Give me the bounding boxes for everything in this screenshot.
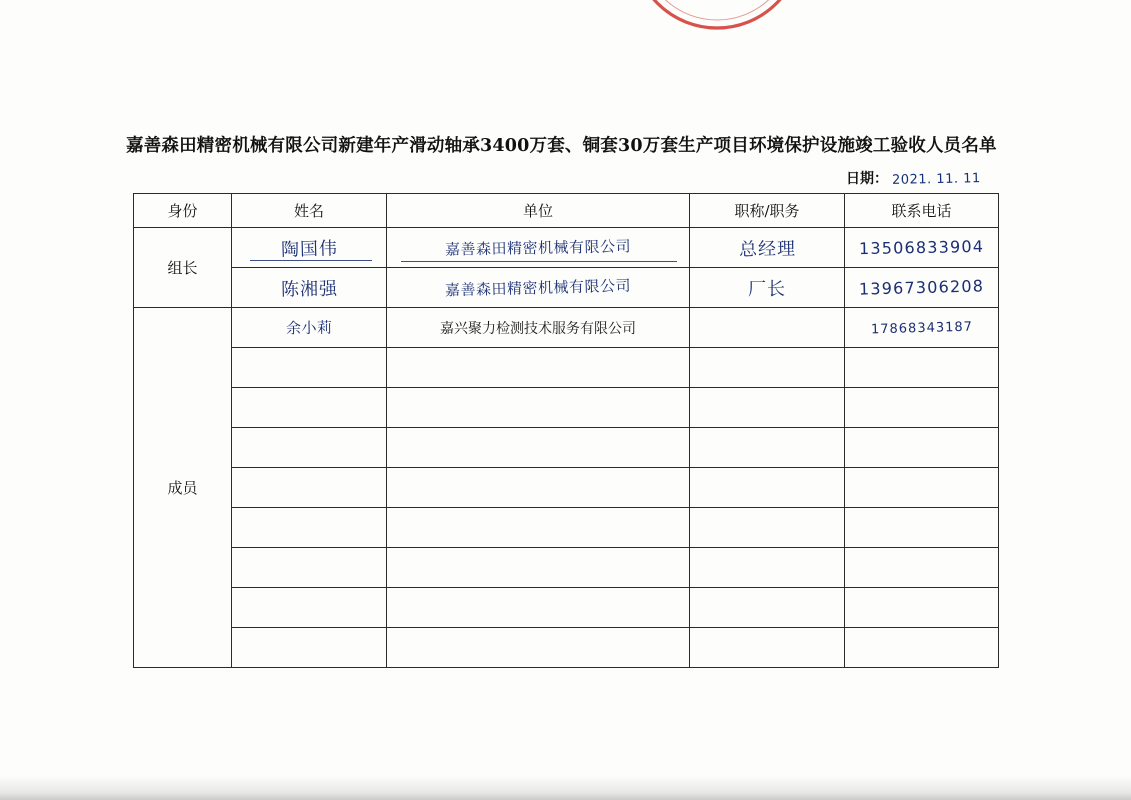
- typed-unit: 嘉兴聚力检测技术服务有限公司: [440, 320, 636, 337]
- name-cell: [232, 428, 387, 468]
- handwritten-name: 陶国伟: [280, 237, 338, 261]
- unit-cell: [387, 548, 690, 588]
- table-row: [134, 548, 999, 588]
- table-row: [134, 228, 999, 268]
- phone-cell: [845, 428, 999, 468]
- name-cell: [232, 388, 387, 428]
- date-value: 2021. 11. 11: [891, 171, 981, 188]
- official-seal-icon: [624, 0, 810, 34]
- name-cell: [232, 628, 387, 668]
- unit-cell: [387, 268, 690, 308]
- table-row: [134, 428, 999, 468]
- handwritten-title: 总经理: [738, 238, 796, 260]
- name-cell: [232, 588, 387, 628]
- table-row: [134, 348, 999, 388]
- handwritten-unit: 嘉善森田精密机械有限公司: [444, 237, 632, 259]
- name-cell: [232, 228, 387, 268]
- unit-cell: [387, 508, 690, 548]
- phone-cell: [845, 508, 999, 548]
- title-cell: [690, 588, 845, 628]
- table-row: [134, 268, 999, 308]
- name-cell: [232, 508, 387, 548]
- table-row: [134, 508, 999, 548]
- role-cell-leader: 组长: [134, 228, 232, 308]
- column-header-phone: 联系电话: [845, 194, 999, 228]
- name-cell: [232, 268, 387, 308]
- table-header-row: [134, 194, 999, 228]
- handwritten-title: 厂长: [748, 278, 786, 300]
- handwritten-phone: 13506833904: [858, 236, 985, 258]
- table-row: [134, 388, 999, 428]
- unit-cell: [387, 228, 690, 268]
- title-cell: [690, 228, 845, 268]
- unit-cell: [387, 308, 690, 348]
- phone-cell: [845, 548, 999, 588]
- title-cell: [690, 348, 845, 388]
- title-cell: [690, 428, 845, 468]
- title-cell: [690, 628, 845, 668]
- phone-cell: [845, 348, 999, 388]
- unit-cell: [387, 428, 690, 468]
- table-row: [134, 588, 999, 628]
- column-header-role: 身份: [134, 194, 232, 228]
- role-cell-members: 成员: [134, 308, 232, 668]
- handwritten-name: 余小莉: [285, 318, 333, 338]
- phone-cell: [845, 228, 999, 268]
- name-cell: [232, 348, 387, 388]
- table-row: [134, 628, 999, 668]
- unit-cell: [387, 468, 690, 508]
- column-header-unit: 单位: [387, 194, 690, 228]
- date-label: 日期：: [846, 171, 888, 187]
- date-line: [846, 168, 981, 188]
- phone-cell: [845, 308, 999, 348]
- signature-underline: [250, 260, 372, 261]
- phone-cell: [845, 628, 999, 668]
- handwritten-name: 陈湘强: [280, 278, 338, 300]
- unit-cell: [387, 348, 690, 388]
- title-cell: [690, 308, 845, 348]
- column-header-name: 姓名: [232, 194, 387, 228]
- handwritten-unit: 嘉善森田精密机械有限公司: [444, 276, 632, 300]
- name-cell: [232, 468, 387, 508]
- unit-cell: [387, 388, 690, 428]
- phone-cell: [845, 388, 999, 428]
- title-cell: [690, 548, 845, 588]
- acceptance-personnel-table: [133, 193, 999, 668]
- phone-cell: [845, 268, 999, 308]
- name-cell: [232, 308, 387, 348]
- unit-cell: [387, 628, 690, 668]
- page-title: 嘉善森田精密机械有限公司新建年产滑动轴承3400万套、铜套30万套生产项目环境保护设施竣工验收人员名单: [126, 136, 997, 156]
- title-cell: [690, 268, 845, 308]
- handwritten-phone: 13967306208: [858, 275, 985, 299]
- signature-underline: [401, 261, 677, 262]
- phone-cell: [845, 588, 999, 628]
- phone-cell: [845, 468, 999, 508]
- title-cell: [690, 508, 845, 548]
- table-row: [134, 308, 999, 348]
- title-cell: [690, 388, 845, 428]
- handwritten-phone: 17868343187: [870, 319, 973, 337]
- title-cell: [690, 468, 845, 508]
- unit-cell: [387, 588, 690, 628]
- name-cell: [232, 548, 387, 588]
- column-header-title: 职称/职务: [690, 194, 845, 228]
- table-row: [134, 468, 999, 508]
